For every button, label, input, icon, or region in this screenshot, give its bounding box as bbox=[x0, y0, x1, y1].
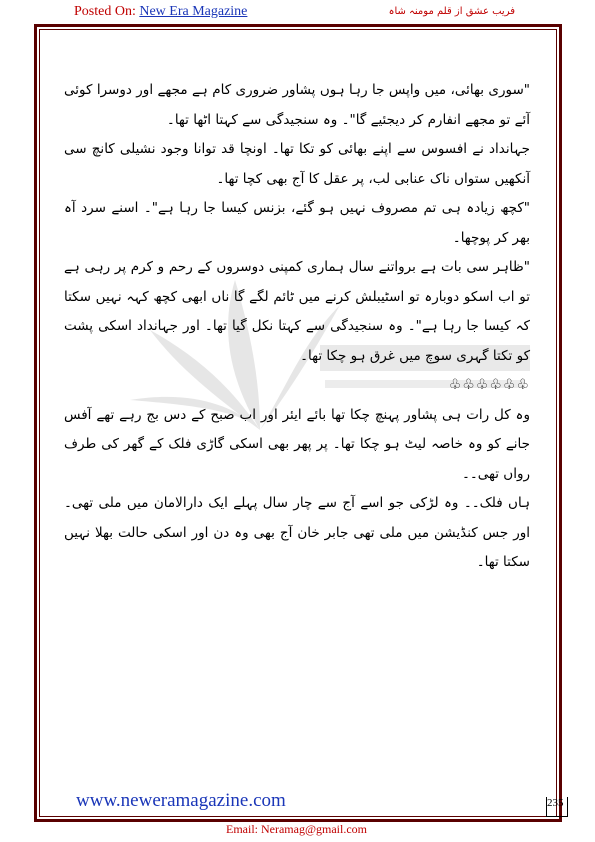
paragraph: وہ کل رات ہی پشاور پہنچ چکا تھا بائے ایئر اور اب صبح کے دس بج رہے تھے آفس جانے کو وہ خاصہ لیٹ ہو چکا تھا۔ پر پھر بھی اسکی گاڑی فلک کے گھر کی طرف رواں تھی۔۔ bbox=[64, 406, 530, 482]
magazine-link[interactable]: New Era Magazine bbox=[139, 4, 248, 19]
paragraph: "سوری بھائی، میں واپس جا رہا ہوں پشاور ضروری کام ہے مجھے اور دوسرا کوئی آئے تو مجھے انفارم کر دیجئیے گا"۔ وہ سنجیدگی سے کہتا اٹھا تھا۔ bbox=[64, 82, 530, 128]
website-link[interactable]: www.neweramagazine.com bbox=[76, 790, 286, 811]
section-separator: ♧♧♧♧♧♧ bbox=[448, 377, 530, 393]
page-number: 235 bbox=[547, 797, 564, 809]
paragraph: جہانداد نے افسوس سے اپنے بھائی کو تکا تھا۔ اونچا قد توانا وجود نشیلی کانچ سی آنکھیں ستواں ناک عنابی لب، پر عقل کا آج بھی کچا تھا۔ bbox=[64, 141, 530, 187]
posted-on-label: Posted On: bbox=[74, 4, 136, 19]
paragraph: ہاں فلک۔۔ وہ لڑکی جو اسے آج سے چار سال پہلے ایک دارالامان میں ملی تھی۔ اور جس کنڈیشن میں ملی تھی جابر خان آج بھی وہ دن اور اسکی حالت بھلا نہیں سکتا تھا۔ bbox=[64, 495, 530, 570]
posted-on-line bbox=[74, 4, 247, 20]
paragraph: "ظاہر سی بات ہے برواتنے سال ہماری کمپنی دوسروں کے رحم و کرم پر رہی ہے تو اب اسکو دوبارہ تو اسٹیبلش کرنے میں ٹائم لگے گا ناں ابھی کچھ کہہ نہیں سکتا کہ کیسا جا رہا ہے"۔ وہ سنجیدگی سے کہتا نکل گیا تھا۔ اور جہانداد اسکی پشت کو تکتا گہری سوچ میں غرق ہو چکا تھا۔ bbox=[64, 259, 530, 364]
contact-email[interactable]: Email: Neramag@gmail.com bbox=[226, 822, 368, 836]
story-text bbox=[64, 76, 530, 578]
paragraph: "کچھ زیادہ ہی تم مصروف نہیں ہو گئے، بزنس کیسا جا رہا ہے"۔ اسنے سرد آہ بھر کر پوچھا۔ bbox=[64, 200, 530, 246]
story-title-author: فریب عشق از قلم مومنہ شاہ bbox=[388, 6, 515, 17]
